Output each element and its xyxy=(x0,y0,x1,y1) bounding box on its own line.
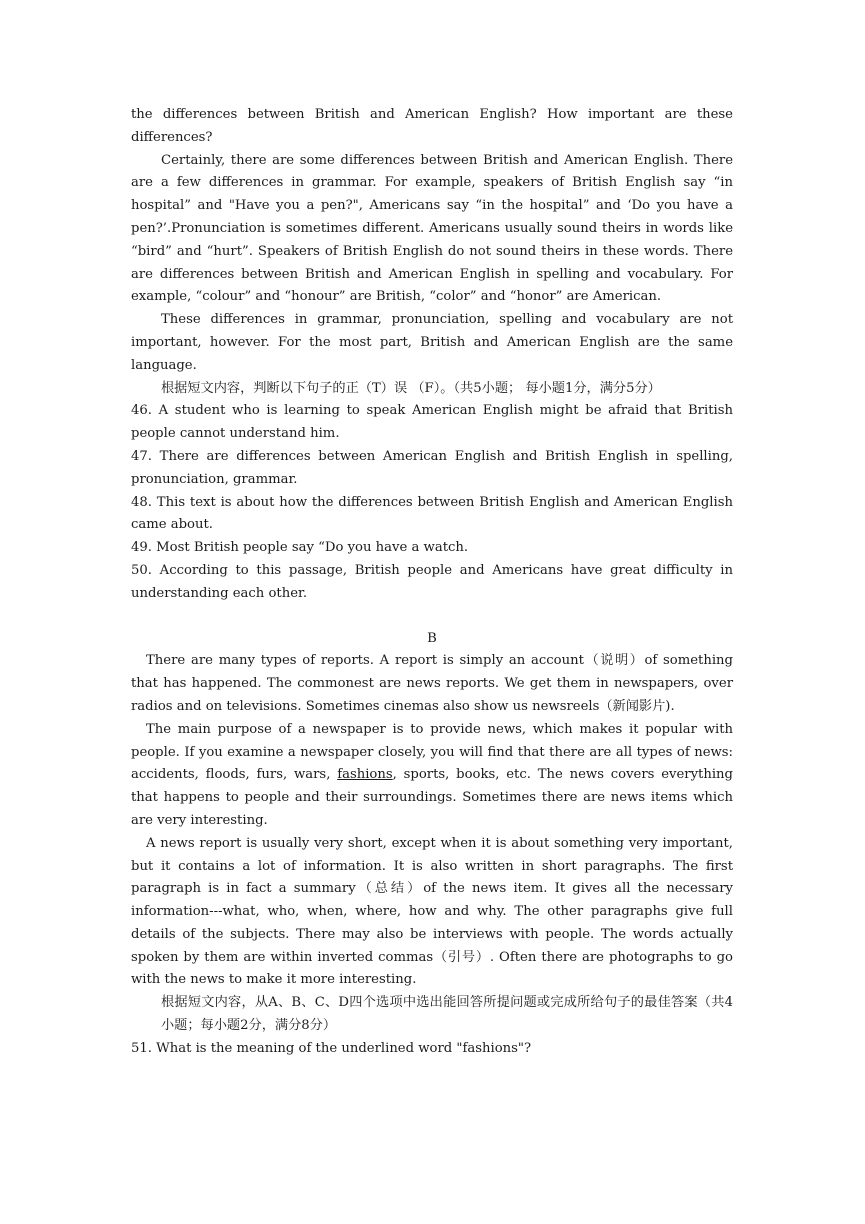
question-51: 51. What is the meaning of the underlined word "fashions"? xyxy=(131,1040,532,1056)
passage-a-intro: the differences between British and American English? How important are these differences? xyxy=(131,107,733,145)
section-b-heading: B xyxy=(427,630,437,646)
question-48: 48. This text is about how the differences between British English and American English came about. xyxy=(131,494,733,533)
passage-b-paragraph-1: There are many types of reports. A report is simply an account（说明）of something that has happened. The commonest are news reports. We get them in newspapers, over radios and on televisions. Sometimes cinemas also show us newsreels（新闻影片). xyxy=(131,653,733,714)
passage-a-instruction: 根据短文内容，判断以下句子的正（T）误 （F）。（共5小题； 每小题1分，满分5分） xyxy=(161,380,661,396)
passage-a-paragraph-2: These differences in grammar, pronunciation, spelling and vocabulary are not important, however. For the most part, British and American English are the same language. xyxy=(131,312,733,373)
paragraph-text-before: The main purpose of a newspaper is to provide news, which makes it popular with people. If you examine a newspaper closely, you will find that there are all types of news: accidents, floods, furs, wars, xyxy=(131,721,733,783)
question-49: 49. Most British people say “Do you have a watch. xyxy=(131,540,469,556)
exam-page xyxy=(131,104,733,1061)
passage-b-paragraph-2 xyxy=(131,719,733,833)
question-50: 50. According to this passage, British people and Americans have great difficulty in understanding each other. xyxy=(131,562,733,601)
question-46: 46. A student who is learning to speak American English might be afraid that British people cannot understand him. xyxy=(131,403,733,442)
paragraph-text-after: , sports, books, etc. The news covers everything that happens to people and their surroundings. Sometimes there are news items which are very interesting. xyxy=(131,767,733,828)
question-47: 47. There are differences between American English and British English in spelling, pronunciation, grammar. xyxy=(131,448,733,487)
passage-b-instruction: 根据短文内容，从A、B、C、D四个选项中选出能回答所提问题或完成所给句子的最佳答案（共4小题；每小题2分，满分8分） xyxy=(161,995,733,1034)
passage-a-paragraph-1: Certainly, there are some differences between British and American English. There are a few differences in grammar. For example, speakers of British English say “in hospital” and "Have you a pen?", Americans say “in the hospital” and ‘Do you have a pen?’.Pronunciation is sometimes different. Americans usually sound theirs in words like “bird” and “hurt”. Speakers of British English do not sound theirs in these words. There are differences between British and American English in spelling and vocabulary. For example, “colour” and “honour” are British, “color” and “honor” are American. xyxy=(131,152,733,305)
underlined-word-fashions: fashions xyxy=(337,767,393,783)
passage-b-paragraph-3: A news report is usually very short, except when it is about something very important, but it contains a lot of information. It is also written in short paragraphs. The first paragraph is in fact a summary（总结）of the news item. It gives all the necessary information---what, who, when, where, how and why. The other paragraphs give full details of the subjects. There may also be interviews with people. The words actually spoken by them are within inverted commas（引号）. Often there are photographs to go with the news to make it more interesting. xyxy=(131,835,733,988)
